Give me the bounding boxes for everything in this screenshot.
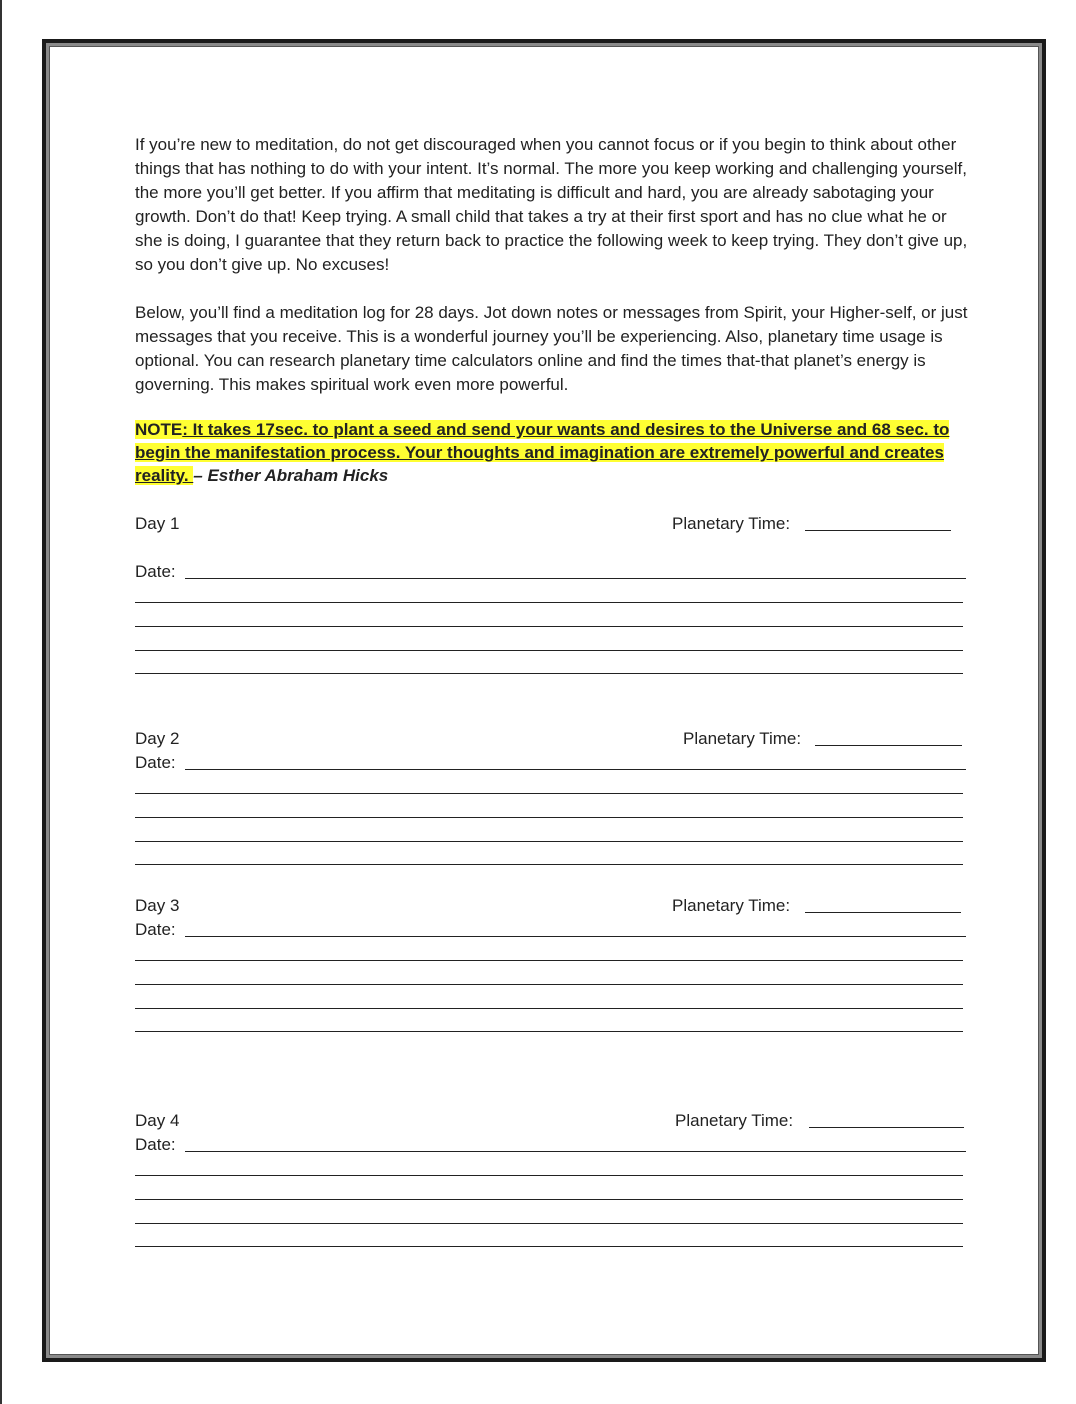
day-2-note-line[interactable] xyxy=(135,793,963,794)
day-3-planetary-field[interactable] xyxy=(805,912,961,913)
day-4-note-line[interactable] xyxy=(135,1175,963,1176)
page-frame xyxy=(42,39,1046,1362)
day-4-title: Day 4 xyxy=(135,1111,180,1130)
day-4-note-line[interactable] xyxy=(135,1223,963,1224)
note-attribution: – Esther Abraham Hicks xyxy=(193,466,389,485)
day-2-note-line[interactable] xyxy=(135,864,963,865)
day-3-note-line[interactable] xyxy=(135,984,963,985)
day-4-date-field[interactable] xyxy=(185,1151,966,1152)
day-3-date-label: Date: xyxy=(135,920,176,939)
note-line-3 xyxy=(135,464,388,487)
day-4-date-label: Date: xyxy=(135,1135,176,1154)
day-1-note-line[interactable] xyxy=(135,626,963,627)
note-text-3: reality. xyxy=(135,466,194,485)
day-3-note-line[interactable] xyxy=(135,1031,963,1032)
day-4-planetary-label: Planetary Time: xyxy=(675,1111,794,1130)
page-content xyxy=(49,46,1039,1355)
note-label: NOTE xyxy=(135,420,183,439)
day-1-note-line[interactable] xyxy=(135,673,963,674)
note-line-2 xyxy=(135,441,944,464)
day-1-planetary-field[interactable] xyxy=(805,530,951,531)
note-line-1 xyxy=(135,418,949,441)
day-2-note-line[interactable] xyxy=(135,817,963,818)
day-3-note-line[interactable] xyxy=(135,960,963,961)
day-2-note-line[interactable] xyxy=(135,841,963,842)
day-1-note-line[interactable] xyxy=(135,602,963,603)
intro-paragraph-2: Below, you’ll find a meditation log for 28 days. Jot down notes or messages from Spirit, your Higher-self, or just messages that you receive. This is a wonderful journey you’ll be experiencing. Also, planetary time usage is optional. You can research planetary time calculators online and find the times that-that planet’s energy is governing. This makes spiritual work even more powerful. xyxy=(135,303,968,394)
day-2-title: Day 2 xyxy=(135,729,180,748)
day-1-planetary-label: Planetary Time: xyxy=(672,514,791,533)
day-2-planetary-label: Planetary Time: xyxy=(683,729,802,748)
page-edge-line xyxy=(0,0,2,1404)
day-4-planetary-field[interactable] xyxy=(809,1127,964,1128)
day-2-planetary-field[interactable] xyxy=(815,745,962,746)
note-text-2: begin the manifestation process. Your thoughts and imagination are extremely powerful and creates xyxy=(135,443,944,462)
note-text-1: : It takes 17sec. to plant a seed and send your wants and desires to the Universe and 68 sec. to xyxy=(182,420,950,439)
day-3-note-line[interactable] xyxy=(135,1008,963,1009)
day-3-title: Day 3 xyxy=(135,896,180,915)
day-1-note-line[interactable] xyxy=(135,650,963,651)
day-3-date-field[interactable] xyxy=(185,936,966,937)
day-2-date-label: Date: xyxy=(135,753,176,772)
day-4-note-line[interactable] xyxy=(135,1246,963,1247)
day-4-note-line[interactable] xyxy=(135,1199,963,1200)
day-1-date-field[interactable] xyxy=(185,578,966,579)
day-1-title: Day 1 xyxy=(135,514,180,533)
day-1-date-label: Date: xyxy=(135,562,176,581)
day-2-date-field[interactable] xyxy=(185,769,966,770)
intro-paragraph-1: If you’re new to meditation, do not get discouraged when you cannot focus or if you begin to think about other things that has nothing to do with your intent. It’s normal. The more you keep working and challenging yourself, the more you’ll get better. If you affirm that meditating is difficult and hard, you are already sabotaging your growth. Don’t do that! Keep trying. A small child that takes a try at their first sport and has no clue what he or she is doing, I guarantee that they return back to practice the following week to keep trying. They don’t give up, so you don’t give up. No excuses! xyxy=(135,135,968,274)
day-3-planetary-label: Planetary Time: xyxy=(672,896,791,915)
